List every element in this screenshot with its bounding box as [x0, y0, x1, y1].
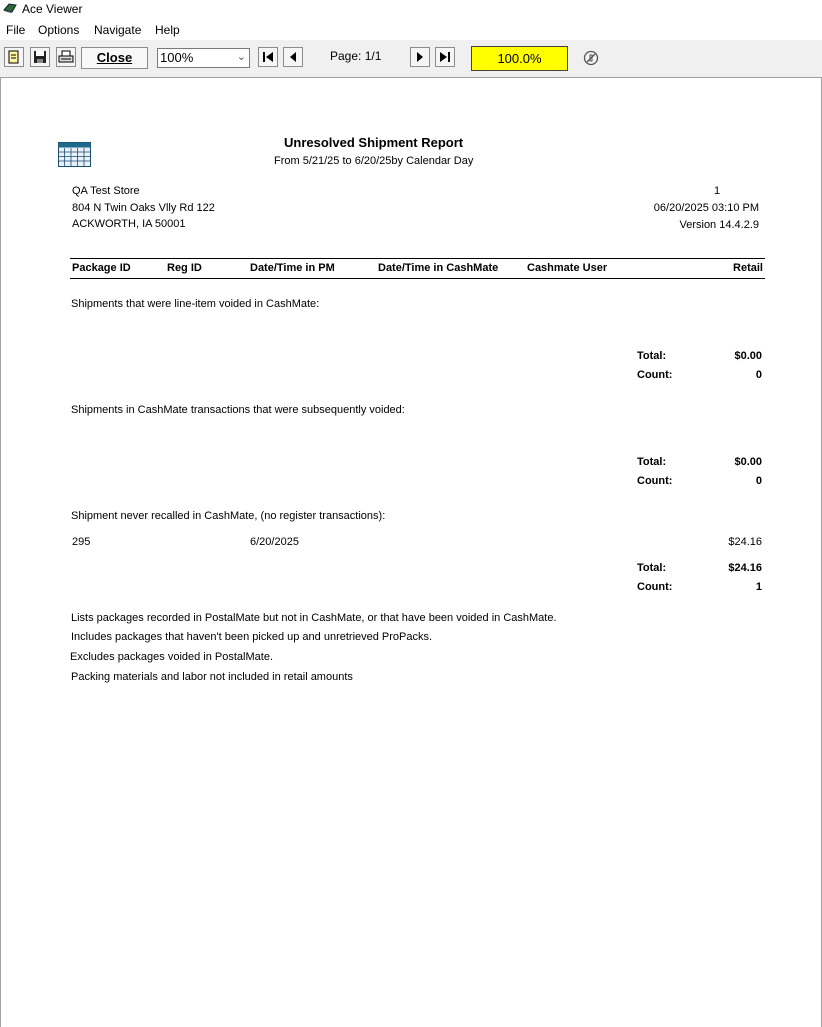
export-icon [8, 50, 20, 64]
column-header-package-id: Package ID [72, 262, 131, 274]
menu-bar [0, 19, 822, 40]
app-icon [3, 2, 17, 14]
column-header-retail: Retail [733, 262, 763, 274]
store-name: QA Test Store [72, 185, 140, 197]
stop-icon [583, 50, 599, 66]
report-version: Version 14.4.2.9 [679, 219, 759, 231]
column-header-cashmate-user: Cashmate User [527, 262, 608, 274]
report-page-number: 1 [714, 185, 721, 197]
row-retail: $24.16 [728, 536, 762, 548]
header-top-rule [70, 258, 765, 259]
menu-file[interactable]: File [6, 23, 26, 37]
column-header-date-pm: Date/Time in PM [250, 262, 335, 274]
row-package-id: 295 [72, 536, 91, 548]
section-count: 0 [755, 475, 762, 487]
previous-page-button[interactable] [283, 47, 303, 67]
report-note: Excludes packages voided in PostalMate. [70, 651, 274, 663]
title-bar [0, 0, 822, 19]
close-button[interactable]: Close [81, 47, 148, 69]
report-datetime: 06/20/2025 03:10 PM [653, 202, 759, 214]
total-label: Total: [637, 350, 667, 362]
section-total: $0.00 [734, 456, 762, 468]
report-subtitle: From 5/21/25 to 6/20/25by Calendar Day [274, 155, 474, 167]
zoom-select[interactable] [157, 48, 250, 68]
page-indicator: Page: 1/1 [330, 49, 382, 63]
last-page-button[interactable] [435, 47, 455, 67]
section-total: $24.16 [728, 562, 762, 574]
section-total: $0.00 [734, 350, 762, 362]
report-note: Lists packages recorded in PostalMate but not in CashMate, or that have been voided in CashMate. [71, 612, 557, 624]
report-note: Includes packages that haven't been picked up and unretrieved ProPacks. [71, 631, 433, 643]
report-logo-icon [58, 142, 91, 167]
store-address-line2: ACKWORTH, IA 50001 [72, 218, 186, 230]
row-date-pm: 6/20/2025 [250, 536, 299, 548]
export-button[interactable] [4, 47, 24, 67]
count-label: Count: [637, 369, 673, 381]
menu-navigate[interactable]: Navigate [94, 23, 142, 37]
next-page-button[interactable] [410, 47, 430, 67]
zoom-value: 100% [160, 50, 194, 65]
last-page-icon [439, 51, 451, 63]
toolbar [0, 40, 822, 78]
section-count: 0 [755, 369, 762, 381]
first-page-icon [262, 51, 274, 63]
header-bottom-rule [70, 278, 765, 279]
section-heading: Shipments that were line-item voided in CashMate: [71, 298, 320, 310]
report-note: Packing materials and labor not included in retail amounts [71, 671, 353, 683]
print-button[interactable] [56, 47, 76, 67]
column-header-date-cashmate: Date/Time in CashMate [378, 262, 499, 274]
previous-page-icon [287, 51, 299, 63]
section-count: 1 [755, 581, 762, 593]
count-label: Count: [637, 475, 673, 487]
save-icon [33, 50, 47, 64]
total-label: Total: [637, 456, 667, 468]
progress-indicator: 100.0% [471, 46, 568, 71]
first-page-button[interactable] [258, 47, 278, 67]
column-header-reg-id: Reg ID [167, 262, 202, 274]
section-heading: Shipment never recalled in CashMate, (no register transactions): [71, 510, 386, 522]
menu-options[interactable]: Options [38, 23, 80, 37]
window-title: Ace Viewer [22, 2, 83, 16]
total-label: Total: [637, 562, 667, 574]
chevron-down-icon[interactable]: ⌄ [236, 51, 246, 63]
save-button[interactable] [30, 47, 50, 67]
print-icon [58, 50, 74, 64]
report-title: Unresolved Shipment Report [284, 135, 464, 150]
menu-help[interactable]: Help [155, 23, 180, 37]
stop-button[interactable] [583, 50, 599, 66]
next-page-icon [414, 51, 426, 63]
report-page [0, 78, 822, 1027]
count-label: Count: [637, 581, 673, 593]
section-heading: Shipments in CashMate transactions that were subsequently voided: [71, 404, 405, 416]
store-address-line1: 804 N Twin Oaks Vlly Rd 122 [72, 202, 215, 214]
